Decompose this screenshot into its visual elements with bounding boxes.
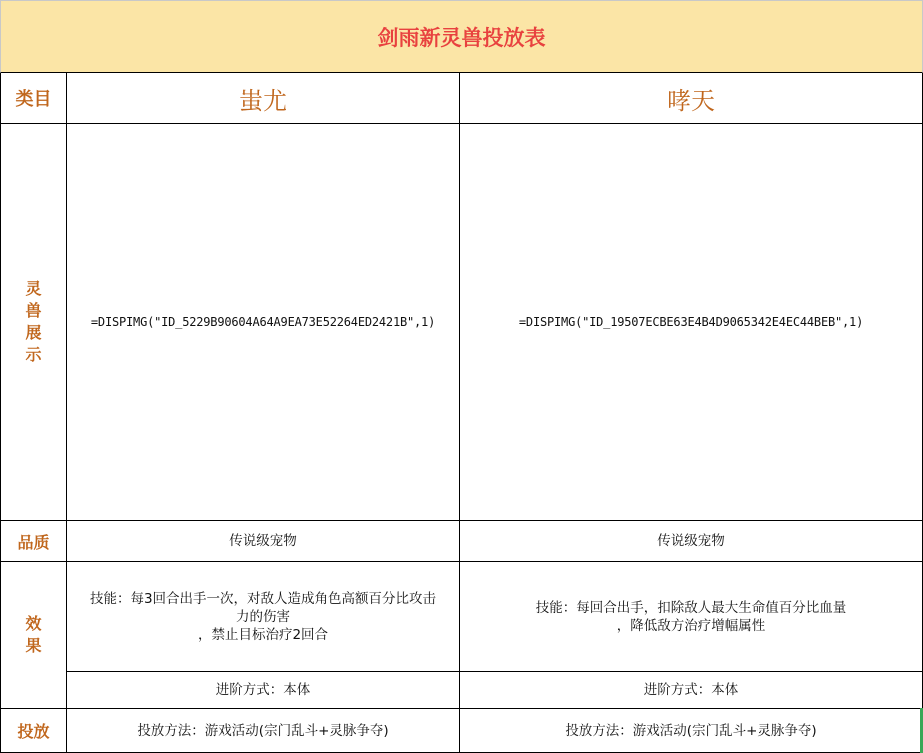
pet2-name: 哮天 bbox=[667, 86, 715, 115]
display-label-char: 兽 bbox=[25, 301, 42, 320]
category-header-label: 类目 bbox=[15, 89, 52, 110]
pet2-name-cell[interactable] bbox=[460, 73, 923, 124]
pet1-skill-line: 力的伤害 bbox=[236, 608, 290, 625]
pet1-quality-cell[interactable] bbox=[67, 521, 460, 562]
pet1-release-cell[interactable] bbox=[67, 709, 460, 753]
title-cell[interactable] bbox=[0, 0, 923, 73]
display-label-char: 展 bbox=[25, 323, 42, 342]
quality-label: 品质 bbox=[17, 532, 50, 552]
pet2-quality-cell[interactable] bbox=[460, 521, 923, 562]
release-label-cell[interactable] bbox=[0, 709, 67, 753]
pet2-image-cell[interactable] bbox=[460, 124, 923, 521]
pet1-release: 投放方法：游戏活动(宗门乱斗+灵脉争夺) bbox=[137, 722, 389, 739]
pet1-skill-line: 技能：每3回合出手一次，对敌人造成角色高额百分比攻击 bbox=[89, 590, 437, 607]
effect-label-char: 效 bbox=[25, 614, 42, 633]
pet2-release: 投放方法：游戏活动(宗门乱斗+灵脉争夺) bbox=[565, 722, 817, 739]
display-label-char: 灵 bbox=[25, 279, 42, 298]
pet2-advance: 进阶方式：本体 bbox=[643, 682, 739, 698]
release-label: 投放 bbox=[17, 722, 50, 741]
pet2-skill-cell[interactable] bbox=[460, 562, 923, 672]
pet1-image-cell[interactable] bbox=[67, 124, 460, 521]
pet1-skill-line: ，禁止目标治疗2回合 bbox=[197, 626, 329, 643]
pet1-advance-cell[interactable] bbox=[67, 672, 460, 709]
pet2-skill-line: 技能：每回合出手，扣除敌人最大生命值百分比血量 bbox=[535, 599, 847, 616]
pet2-quality: 传说级宠物 bbox=[657, 533, 725, 549]
pet2-advance-cell[interactable] bbox=[460, 672, 923, 709]
quality-label-cell[interactable] bbox=[0, 521, 67, 562]
pet2-image-formula: =DISPIMG("ID_19507ECBE63E4B4D9065342E4EC44BEB",1) bbox=[518, 315, 864, 329]
pet1-name: 蚩尤 bbox=[239, 86, 287, 115]
table-title: 剑雨新灵兽投放表 bbox=[377, 25, 546, 50]
pet1-quality: 传说级宠物 bbox=[229, 533, 297, 549]
effect-label-cell[interactable] bbox=[0, 562, 67, 709]
pet1-advance: 进阶方式：本体 bbox=[215, 682, 311, 698]
pet1-name-cell[interactable] bbox=[67, 73, 460, 124]
display-label-char: 示 bbox=[25, 345, 42, 364]
effect-label-char: 果 bbox=[25, 636, 42, 655]
pet1-image-formula: =DISPIMG("ID_5229B90604A64A9EA73E52264ED2421B",1) bbox=[90, 315, 436, 329]
pet2-skill-line: ，降低敌方治疗增幅属性 bbox=[616, 617, 766, 634]
pet2-release-cell[interactable] bbox=[460, 709, 923, 753]
pet1-skill-cell[interactable] bbox=[67, 562, 460, 672]
category-header-cell[interactable] bbox=[0, 73, 67, 124]
display-label-cell[interactable] bbox=[0, 124, 67, 521]
